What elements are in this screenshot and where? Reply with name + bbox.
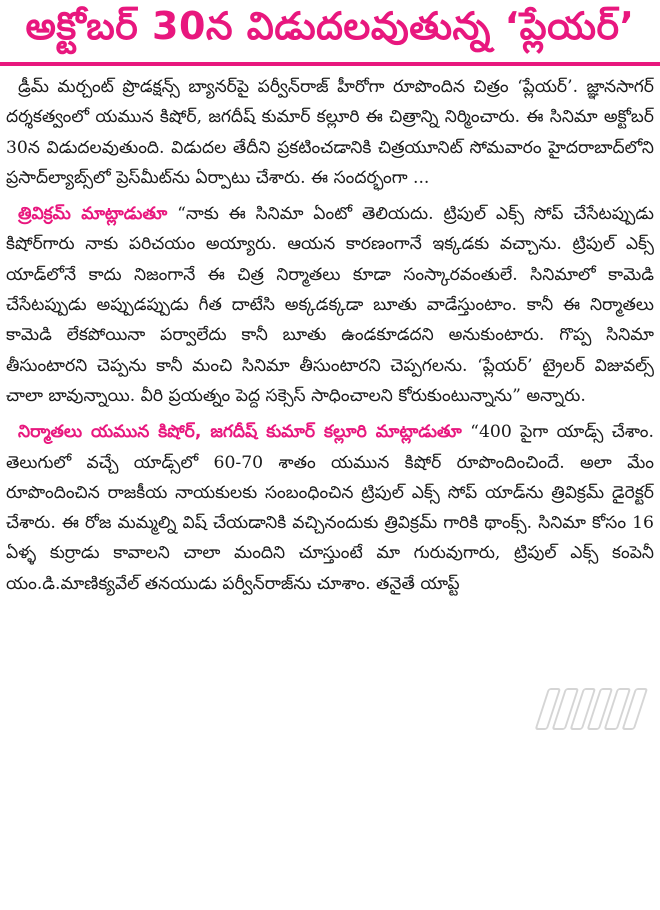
producers-quote-paragraph [6,417,654,599]
headline: అక్టోబర్ 30న విడుదలవుతున్న ‘ప్లేయర్’ [25,4,635,48]
intro-paragraph [6,72,654,193]
paragraph-text: “400 పైగా యాడ్స్ చేశాం. తెలుగులో వచ్చే యాడ్స్‌లో 60-70 శాతం యమున కిషోర్ రూపొందించిందే. అలా మేం రూపొందించిన రాజకీయ నాయకులకు సంబంధించిన ట్రిపుల్ ఎక్స్ సోప్ యాడ్‌ను త్రివిక్రమ్ డైరెక్టర్ చేశారు. ఈ రోజ మమ్మల్ని విష్ చేయడానికి వచ్చినందుకు త్రివిక్రమ్ గారికి థాంక్స్. సినిమా కోసం 16 ఏళ్ళ కుర్రాడు కావాలని చాలా మందిని చూస్తుంటే మా గురువుగారు, ట్రిపుల్ ఎక్స్ కంపెనీ యం.డి.మాణిక్యవేల్ తనయుడు పర్వీన్‌రాజ్‌ను చూశాం. తనైతే యాప్ట్ [6,422,654,594]
speaker-label: నిర్మాతలు యమున కిషోర్, జగదీష్ కుమార్ కల్లూరి మాట్లాడుతూ [18,422,462,443]
site-watermark-logo [536,688,648,726]
trivikram-quote-paragraph [6,199,654,411]
article-body [6,72,654,605]
paragraph-text: “నాకు ఈ సినిమా ఏంటో తెలియదు. ట్రిపుల్ ఎక్స్ సోప్ చేసేటప్పుడు కిషోర్‌గారు నాకు పరిచయం అయ్యారు. ఆయన కారణంగానే ఇక్కడకు వచ్చాను. ట్రిపుల్ ఎక్స్ యాడ్‌లోనే కాదు నిజంగానే ఈ చిత్ర నిర్మాతలు కూడా సంస్కారవంతులే. సినిమాలో కామెడి చేసేటప్పుడు అప్పుడప్పుడు గీత దాటేసి అక్కడక్కడా బూతు వాడేస్తుంటాం. కానీ ఈ నిర్మాతలు కామెడి లేకపోయినా పర్వాలేదు కానీ బూతు ఉండకూడదని అనుకుంటారు. గొప్ప సినిమా తీసుంటారని చెప్పను కానీ మంచి సినిమా తీసుంటారని చెప్పగలను. ‘ప్లేయర్’ ట్రైలర్ విజువల్స్ చాలా బావున్నాయి. వీరి ప్రయత్నం పెద్ద సక్సెస్ సాధించాలని కోరుకుంటున్నాను” అన్నారు. [6,204,654,406]
headline-divider [0,62,660,66]
speaker-label: త్రివిక్రమ్ మాట్లాడుతూ [18,204,168,225]
paragraph-text: డ్రీమ్ మర్చంట్ ప్రొడక్షన్స్ బ్యానర్‌పై పర్వీన్‌రాజ్ హీరోగా రూపొందిన చిత్రం ‘ప్లేయర్’. జ్ఞానసాగర్ దర్శకత్వంలో యమున కిషోర్, జగదీష్ కుమార్ కల్లూరి ఈ చిత్రాన్ని నిర్మించారు. ఈ సినిమా అక్టోబర్ 30న విడుదలవుతుంది. విడుదల తేదీని ప్రకటించడానికి చిత్రయూనిట్ సోమవారం హైదరాబాద్‌లోని ప్రసాద్‌ల్యాబ్స్‌లో ప్రెస్‌మీట్‌ను ఏర్పాటు చేశారు. ఈ సందర్భంగా ... [6,77,654,188]
